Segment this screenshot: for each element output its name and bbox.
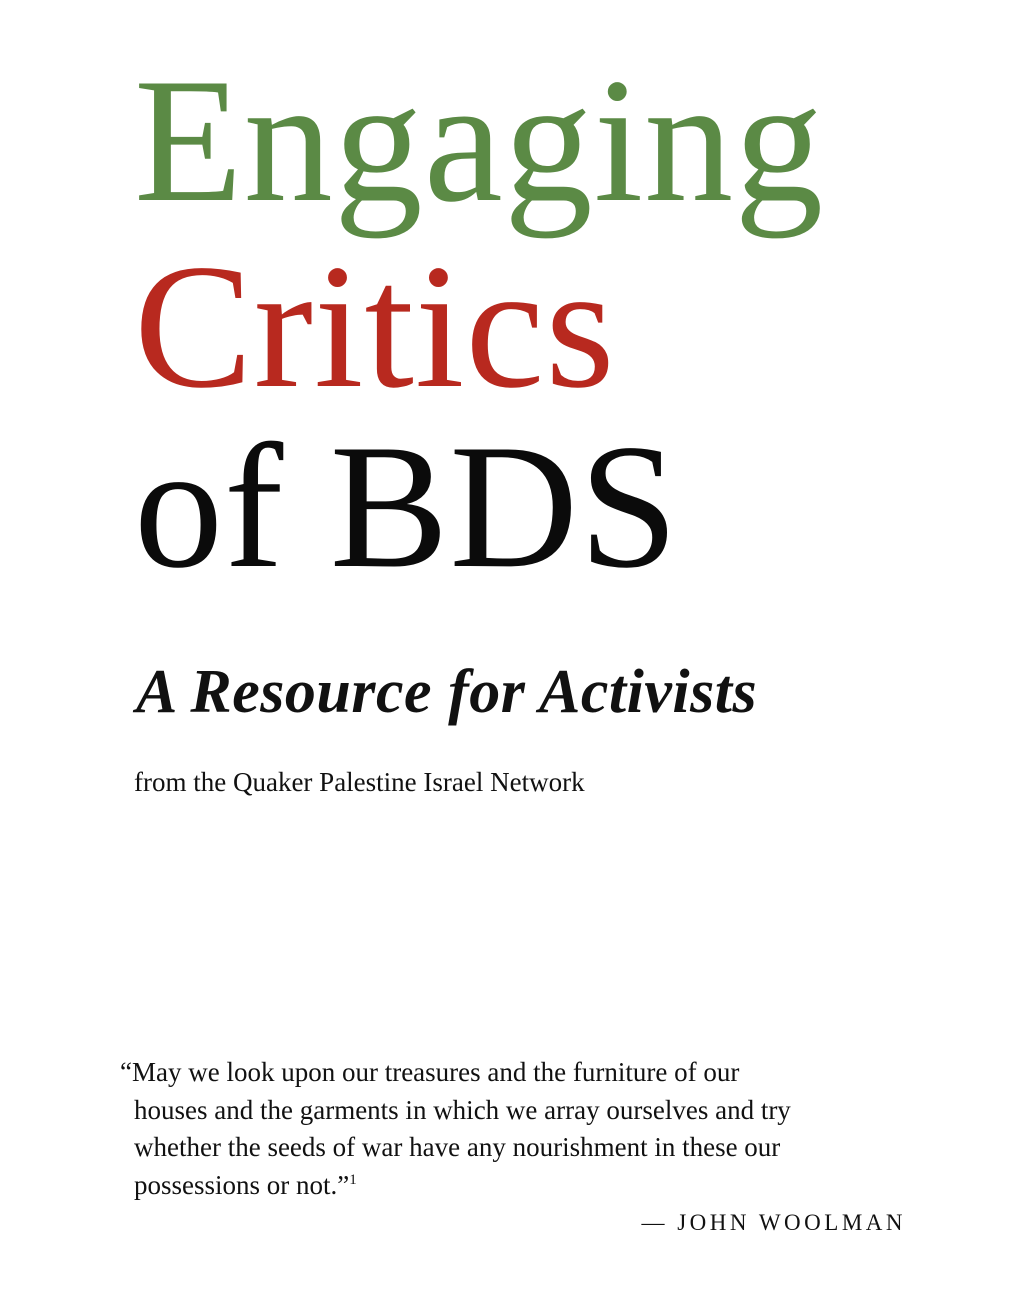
footnote-marker: 1: [349, 1171, 357, 1188]
epigraph-quote: [120, 1054, 910, 1204]
quote-line: whether the seeds of war have any nourishment in these our: [134, 1132, 781, 1162]
title-line-of-bds: of BDS: [134, 407, 680, 605]
byline: from the Quaker Palestine Israel Network: [134, 767, 585, 797]
quote-line-text: possessions or not.”: [134, 1169, 350, 1200]
title-line-engaging: Engaging: [134, 41, 825, 239]
subtitle: A Resource for Activists: [136, 658, 758, 726]
quote-line: “May we look upon our treasures and the furniture of our: [120, 1057, 740, 1087]
quote-line: houses and the garments in which we array ourselves and try: [134, 1094, 791, 1125]
quote-attribution: — JOHN WOOLMAN: [641, 1210, 906, 1235]
quote-line-last: [120, 1167, 910, 1205]
title-line-critics: Critics: [134, 227, 616, 425]
